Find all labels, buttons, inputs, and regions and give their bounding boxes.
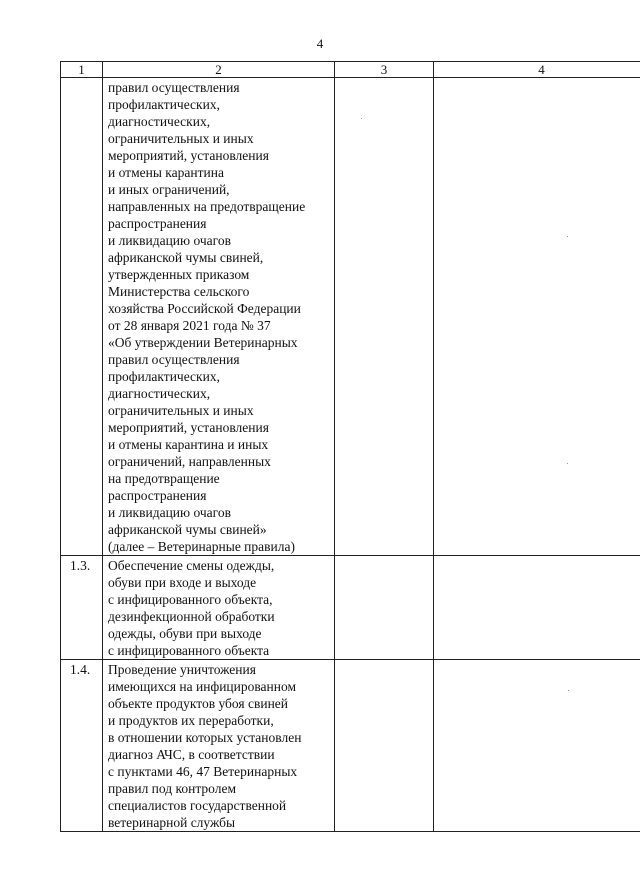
scan-speck (567, 236, 568, 237)
row-col-4 (434, 78, 640, 556)
row-text: Обеспечение смены одежды, обуви при входе и выходе с инфицированного объекта, дезинфекционной обработки одежды, обуви при выходе с инфицированного объекта (103, 556, 335, 660)
table-row (61, 78, 640, 556)
table-row (61, 556, 640, 660)
page-number: 4 (316, 36, 324, 51)
row-col-3 (335, 78, 434, 556)
header-col-1: 1 (61, 62, 103, 78)
row-col-4 (434, 556, 640, 660)
row-col-3 (335, 556, 434, 660)
row-number: 1.3. (61, 556, 103, 660)
row-col-4 (434, 660, 640, 832)
scan-speck (567, 463, 568, 464)
document-table (60, 61, 640, 832)
header-col-4: 4 (434, 62, 640, 78)
scan-speck (568, 690, 569, 691)
row-number: 1.4. (61, 660, 103, 832)
row-text: Проведение уничтожения имеющихся на инфицированном объекте продуктов убоя свиней и продуктов их переработки, в отношении которых установлен диагноз АЧС, в соответствии с пунктами 46, 47 Ветеринарных правил под контролем специалистов государственной ветеринарной службы (103, 660, 335, 832)
table-header (61, 62, 640, 78)
row-number (61, 78, 103, 556)
header-col-3: 3 (335, 62, 434, 78)
row-text: правил осуществления профилактических, диагностических, ограничительных и иных мероприятий, установления и отмены карантина и иных ограничений, направленных на предотвращение распространения и ликвидацию очагов африканской чумы свиней, утвержденных приказом Министерства сельского хозяйства Российской Федерации от 28 января 2021 года № 37 «Об утверждении Ветеринарных правил осуществления профилактических, диагностических, ограничительных и иных мероприятий, установления и отмены карантина и иных ограничений, направленных на предотвращение распространения и ликвидацию очагов африканской чумы свиней» (далее – Ветеринарные правила) (103, 78, 335, 556)
header-col-2: 2 (103, 62, 335, 78)
row-col-3 (335, 660, 434, 832)
scan-speck (361, 118, 362, 119)
table-row (61, 660, 640, 832)
